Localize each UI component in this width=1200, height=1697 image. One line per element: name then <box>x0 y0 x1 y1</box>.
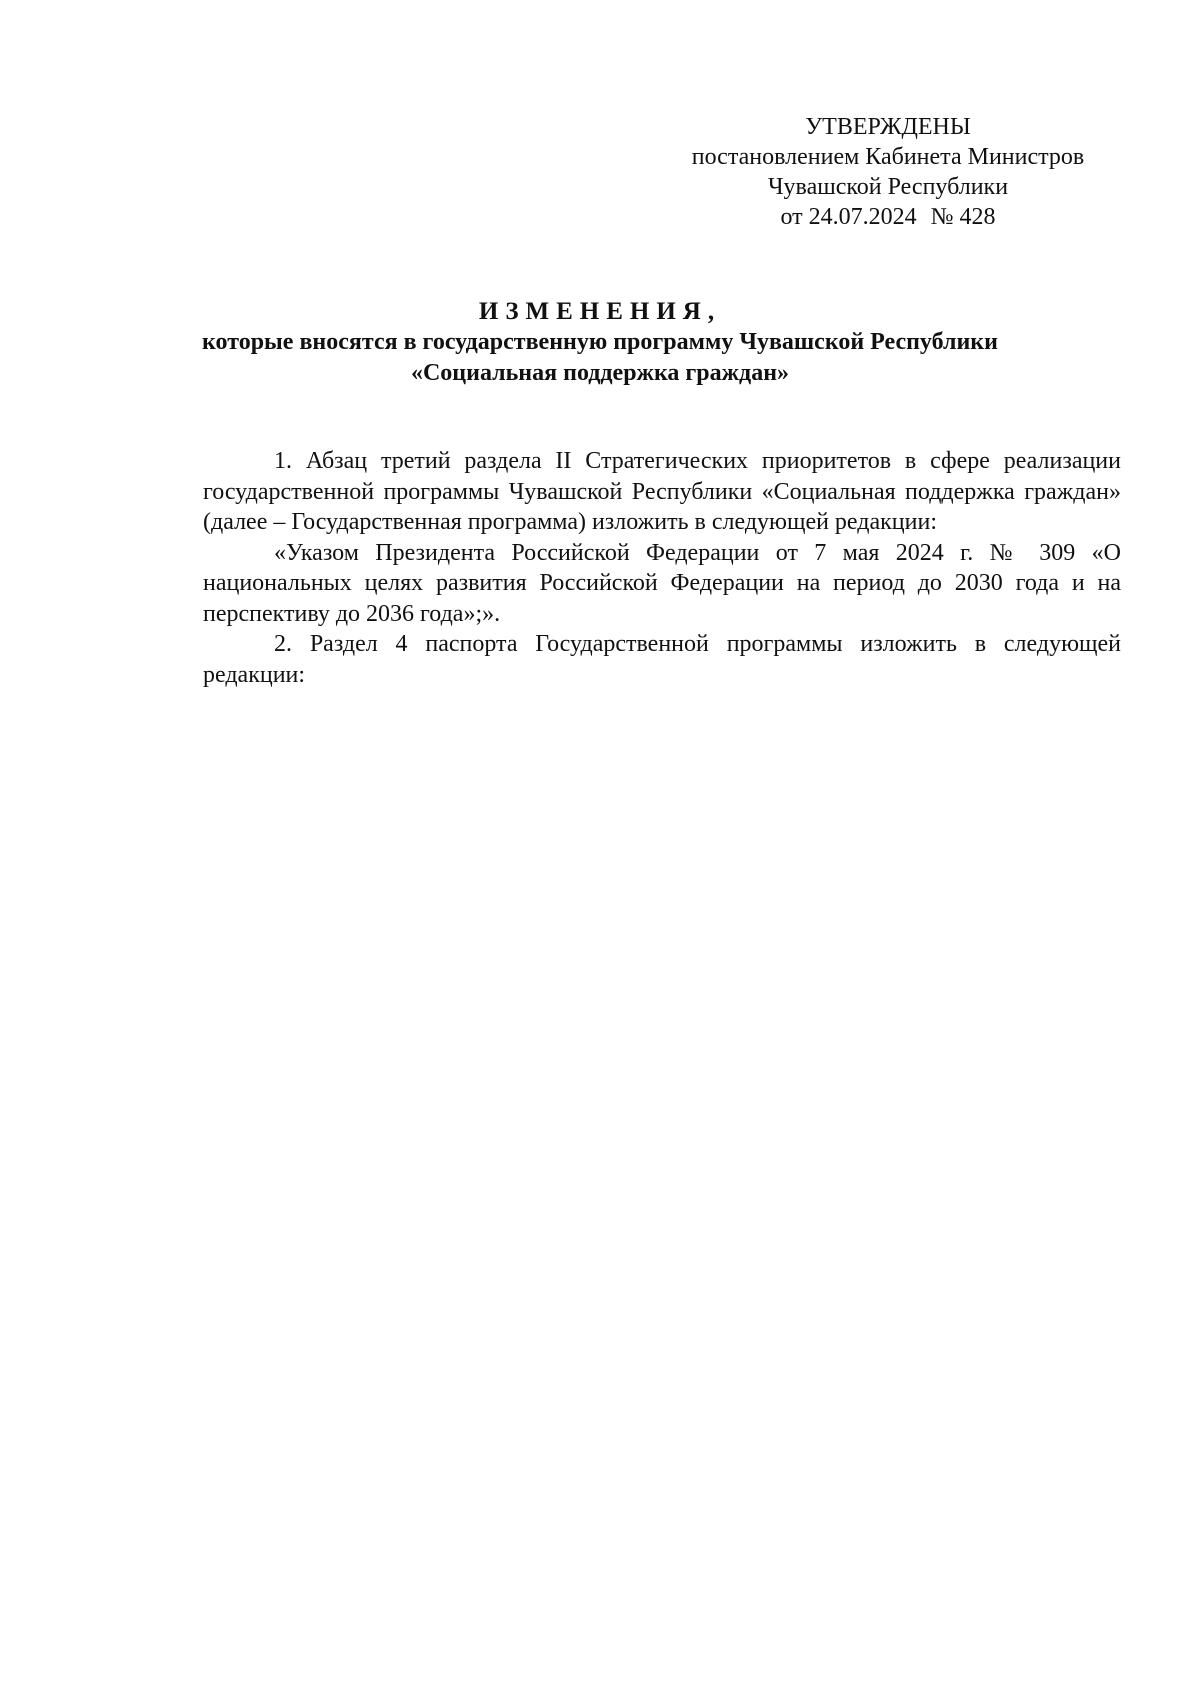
document-body <box>203 446 1121 690</box>
paragraph-2: «Указом Президента Российской Федерации от 7 мая 2024 г. № 309 «О национальных целях развития Российской Федерации на период до 2030 года и на перспективу до 2036 года»;». <box>203 539 1121 627</box>
document-title: ИЗМЕНЕНИЯ, <box>478 298 722 325</box>
approval-date-number <box>668 202 1108 232</box>
approval-stamp <box>668 112 1108 232</box>
approval-republic: Чувашской Республики <box>767 174 1009 200</box>
document-heading <box>0 296 1200 389</box>
approval-issuer: постановлением Кабинета Министров <box>691 144 1085 170</box>
paragraph-3: 2. Раздел 4 паспорта Государственной программы изложить в следующей редакции: <box>203 631 1121 688</box>
paragraph-1: 1. Абзац третий раздела II Стратегических приоритетов в сфере реализации государственной программы Чувашской Республики «Социальная поддержка граждан» (далее – Государственная программа) изложить в следующей редакции: <box>203 448 1121 535</box>
document-subtitle: которые вносятся в государственную программу Чувашской Республики <box>202 329 998 355</box>
approval-title: УТВЕРЖДЕНЫ <box>805 114 971 140</box>
approval-date: от 24.07.2024 <box>780 204 917 230</box>
approval-number: № 428 <box>930 204 996 230</box>
program-name: «Социальная поддержка граждан» <box>410 360 790 386</box>
